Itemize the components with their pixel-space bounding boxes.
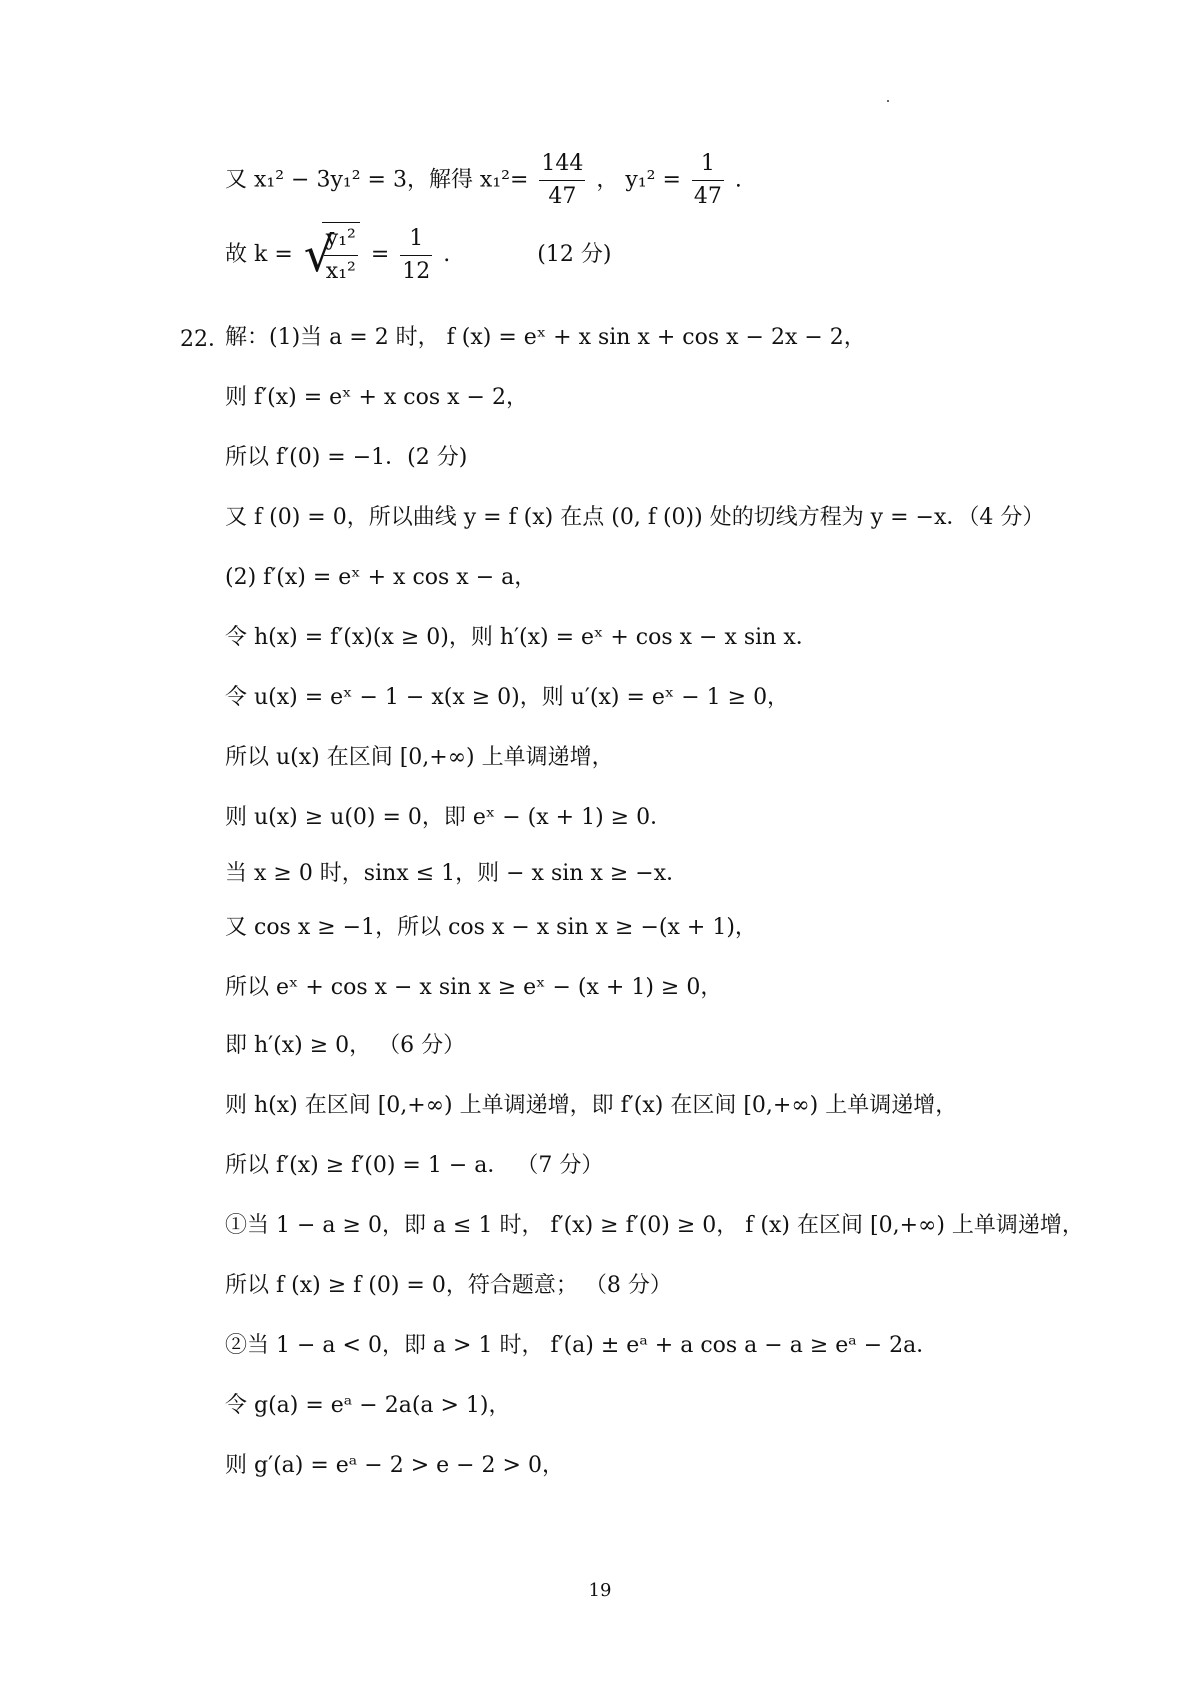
scan-speck — [887, 100, 889, 102]
equation-line-2 — [225, 222, 611, 288]
solution-line-2: 则 f′(x) = eˣ + x cos x − 2， — [225, 385, 528, 410]
solution-line-3: 所以 f′(0) = −1．(2 分) — [225, 445, 468, 470]
solution-line-10: 当 x ≥ 0 时，sinx ≤ 1，则 − x sin x ≥ −x． — [225, 861, 689, 886]
denominator: 47 — [539, 180, 585, 213]
solution-line-17: 所以 f (x) ≥ f (0) = 0，符合题意； （8 分） — [225, 1273, 672, 1298]
solution-line-5: (2) f′(x) = eˣ + x cos x − a， — [225, 565, 537, 590]
solution-line-16: ①当 1 − a ≥ 0，即 a ≤ 1 时， f′(x) ≥ f′(0) ≥ 0， f (x) 在区间 [0,+∞) 上单调递增， — [225, 1213, 1084, 1238]
text: = — [370, 242, 390, 267]
solution-line-8: 所以 u(x) 在区间 [0,+∞) 上单调递增， — [225, 745, 614, 770]
solution-line-19: 令 g(a) = eᵃ − 2a(a > 1)， — [225, 1393, 511, 1418]
text: . — [734, 167, 742, 193]
solution-line-20: 则 g′(a) = eᵃ − 2 > e − 2 > 0， — [225, 1453, 564, 1478]
score-note: (12 分) — [537, 242, 612, 267]
numerator: y₁² — [325, 226, 356, 251]
question-number: 22． — [180, 327, 230, 352]
fraction-1-12 — [400, 223, 432, 288]
solution-line-11: 又 cos x ≥ −1，所以 cos x − x sin x ≥ −(x + 1)， — [225, 915, 757, 940]
numerator: 144 — [541, 151, 584, 176]
solution-line-13: 即 h′(x) ≥ 0， （6 分） — [225, 1033, 466, 1058]
denominator: 12 — [400, 255, 432, 288]
text: 故 k = — [225, 242, 293, 267]
text: . — [443, 242, 451, 267]
numerator: 1 — [700, 151, 715, 176]
solution-line-15: 所以 f′(x) ≥ f′(0) = 1 − a． （7 分） — [225, 1153, 604, 1178]
solution-line-18: ②当 1 − a < 0，即 a > 1 时， f′(a) ± eᵃ + a cos a − a ≥ eᵃ − 2a． — [225, 1333, 939, 1358]
solution-line-7: 令 u(x) = eˣ − 1 − x(x ≥ 0)，则 u′(x) = eˣ − 1 ≥ 0， — [225, 685, 790, 710]
solution-line-6: 令 h(x) = f′(x)(x ≥ 0)，则 h′(x) = eˣ + cos x − x sin x． — [225, 625, 818, 650]
solution-line-1: 解：(1)当 a = 2 时， f (x) = eˣ + x sin x + cos x − 2x − 2， — [225, 325, 866, 350]
square-root — [304, 222, 360, 288]
numerator: 1 — [409, 225, 424, 251]
fraction-144-47 — [539, 148, 585, 213]
radical-sign: √ — [303, 227, 335, 283]
equation-line-1 — [225, 148, 742, 213]
denominator: 47 — [692, 180, 724, 213]
solution-line-12: 所以 eˣ + cos x − x sin x ≥ eˣ − (x + 1) ≥ 0， — [225, 975, 723, 1000]
fraction-1-47 — [692, 148, 724, 213]
solution-line-9: 则 u(x) ≥ u(0) = 0，即 eˣ − (x + 1) ≥ 0． — [225, 805, 673, 830]
page-number: 19 — [588, 1580, 612, 1601]
text: 又 x₁² − 3y₁² = 3，解得 x₁²= — [225, 167, 529, 193]
solution-line-14: 则 h(x) 在区间 [0,+∞) 上单调递增，即 f′(x) 在区间 [0,+∞) 上单调递增， — [225, 1093, 958, 1118]
denominator: x₁² — [324, 255, 358, 288]
solution-line-4: 又 f (0) = 0，所以曲线 y = f (x) 在点 (0, f (0)) 处的切线方程为 y = −x．（4 分） — [225, 505, 1045, 530]
text: ， y₁² = — [596, 167, 681, 193]
